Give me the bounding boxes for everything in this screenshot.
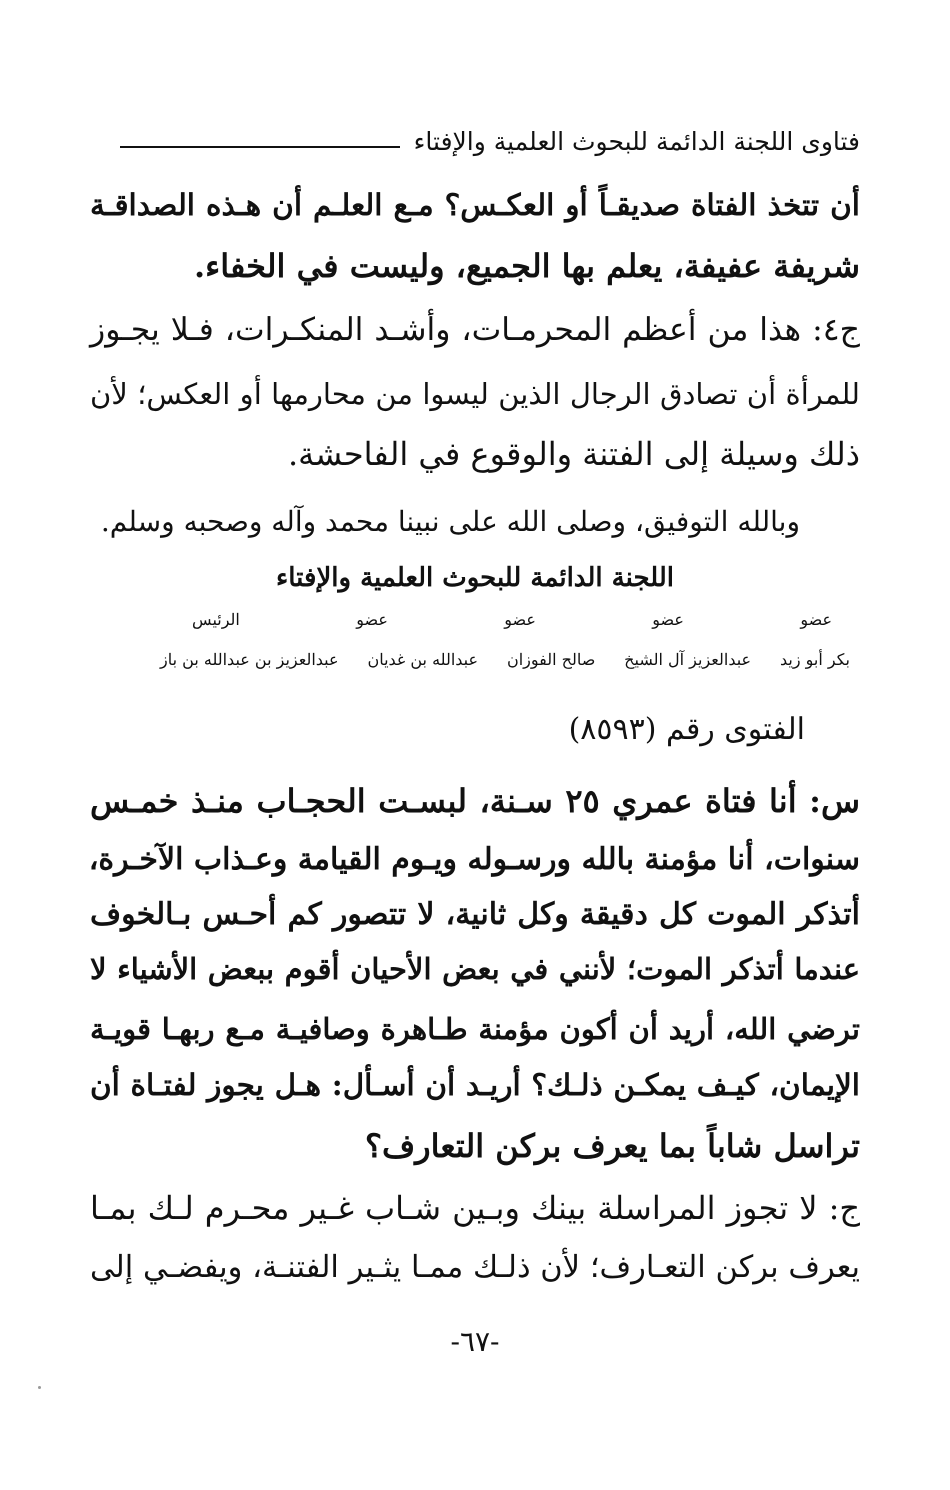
signatory-name: عبدالعزيز بن عبدالله بن باز [160,650,339,669]
previous-question-line: شريفة عفيفة، يعلم بها الجميع، وليست في الخفاء. [194,247,860,285]
scan-speck [38,1386,41,1389]
signatory-name: بكر أبو زيد [779,650,850,669]
question-line: أتذكر الموت كل دقيقة وكل ثانية، لا تتصور كم أحـس بـالخوف [90,897,860,932]
closing-line: وبالله التوفيق، وصلى الله على نبينا محمد وآله وصحبه وسلم. [100,505,800,538]
answer-4-line: ج٤: هذا من أعظم المحرمـات، وأشـد المنكـرات، فـلا يجـوز [90,312,860,348]
signatory-role: عضو [800,610,832,629]
committee-name: اللجنة الدائمة للبحوث العلمية والإفتاء [276,563,674,593]
header-title: فتاوى اللجنة الدائمة للبحوث العلمية والإفتاء [413,127,860,156]
signatory-role: عضو [356,610,388,629]
signatory-name: عبدالعزيز آل الشيخ [624,650,752,669]
signatory-role: عضو [652,610,684,629]
question-line: عندما أتذكر الموت؛ لأنني في بعض الأحيان أقوم ببعض الأشياء لا [90,952,860,986]
signatory-roles [192,610,832,629]
header-rule [120,146,400,148]
signatory-role: الرئيس [192,610,240,629]
question-line: سنوات، أنا مؤمنة بالله ورسـوله ويـوم القيامة وعـذاب الآخـرة، [88,842,860,877]
signatory-name: صالح الفوزان [506,650,596,669]
question-line: س: أنا فتاة عمري ٢٥ سـنة، لبسـت الحجـاب منـذ خمـس [90,782,861,820]
question-line: ترضي الله، أريد أن أكون مؤمنة طـاهرة وصافيـة مـع ربهـا قويـة [90,1012,860,1046]
signatory-name: عبدالله بن غديان [367,650,479,669]
question-line: تراسل شاباً بما يعرف بركن التعارف؟ [365,1127,860,1165]
signatory-role: عضو [504,610,536,629]
answer-line: يعرف بركن التعـارف؛ لأن ذلـك ممـا يثـير الفتنـة، ويفضـي إلى [90,1250,860,1285]
answer-4-line: ذلك وسيلة إلى الفتنة والوقوع في الفاحشة. [287,435,860,473]
question-line: الإيمان، كيـف يمكـن ذلـك؟ أريـد أن أسـأل: هـل يجوز لفتـاة أن [90,1067,860,1102]
previous-question-line: أن تتخذ الفتاة صديقـاً أو العكـس؟ مـع العلـم أن هـذه الصداقـة [90,187,860,222]
signatory-names [160,650,850,669]
running-header [120,110,860,154]
fatwa-number: الفتوى رقم (٨٥٩٣) [568,712,805,747]
answer-4-line: للمرأة أن تصادق الرجال الذين ليسوا من محارمها أو العكس؛ لأن [90,377,860,411]
answer-line: ج: لا تجوز المراسلة بينك وبـين شـاب غـير محـرم لـك بمـا [90,1189,861,1227]
page-number: -٦٧- [450,1325,500,1358]
